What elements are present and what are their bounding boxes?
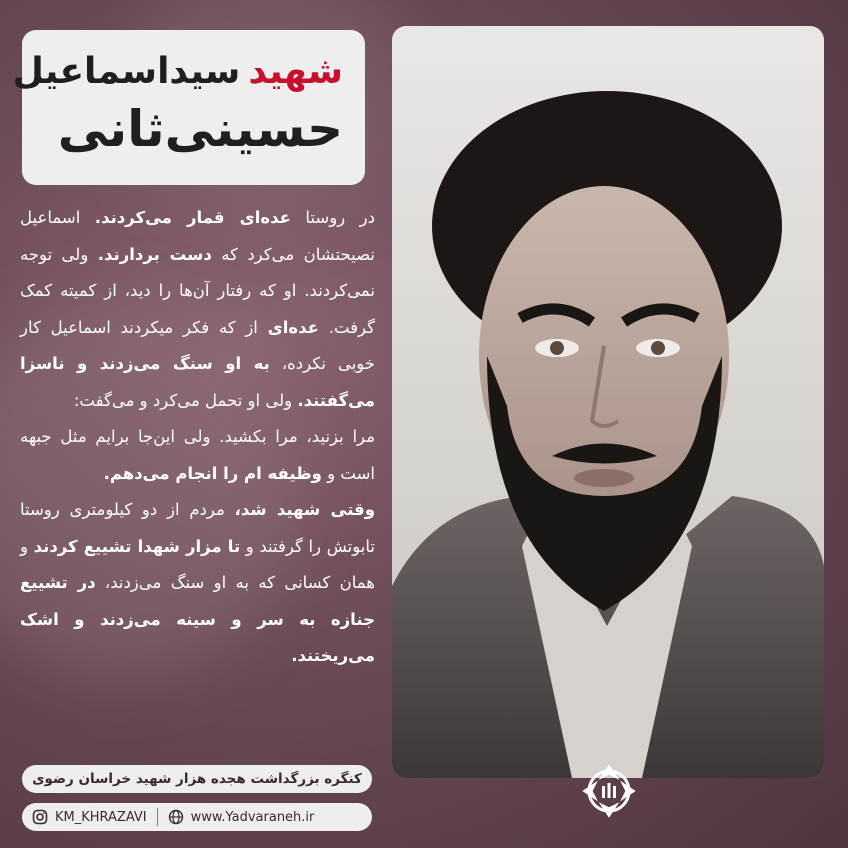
story-segment: از که فکر میکردند اسماعیل کار خوبی نکرده، xyxy=(20,317,376,373)
martyr-word: شهید xyxy=(248,51,343,92)
story-highlight: در تشییع جنازه به سر و سینه می‌زدند و اشک می‌ریختند. xyxy=(20,573,375,665)
story-highlight: وظیفه ام را انجام می‌دهم. xyxy=(103,463,322,483)
story-paragraph xyxy=(20,419,375,492)
congress-name: کنگره بزرگداشت هجده هزار شهید خراسان رضوی xyxy=(22,765,372,793)
instagram-link[interactable] xyxy=(22,809,147,825)
divider xyxy=(157,808,158,826)
story-highlight: عده‌ای قمار می‌کردند. xyxy=(94,208,291,227)
story-segment: اسماعیل نصیحتشان می‌کرد که xyxy=(20,208,375,264)
globe-icon xyxy=(168,809,184,825)
last-name: حسینی‌ثانی xyxy=(57,100,343,158)
story-segment: ولی او تحمل می‌کرد و می‌گفت: xyxy=(73,390,298,410)
story-text xyxy=(20,200,375,750)
emblem-logo xyxy=(582,762,636,820)
martyr-portrait xyxy=(392,26,824,778)
story-highlight: تا مزار شهدا تشییع کردند xyxy=(33,536,241,556)
story-segment: ولی توجه نمی‌کردند. او که رفتار آن‌ها را دید، از کمیته کمک گرفت. xyxy=(20,244,375,337)
story-segment: در روستا xyxy=(290,208,375,227)
story-segment: و همان کسانی که به او سنگ می‌زدند، xyxy=(20,536,375,592)
story-highlight: عده‌ای xyxy=(267,317,319,337)
instagram-handle: KM_KHRAZAVI xyxy=(55,809,147,825)
social-bar xyxy=(22,803,372,831)
story-segment: مرا بزنید، مرا بکشید. ولی این‌جا برایم مثل جبهه است و xyxy=(20,427,375,483)
story-segment: مردم از دو کیلومتری روستا تابوتش را گرفتند و xyxy=(20,500,375,556)
title-first-line xyxy=(12,48,343,96)
story-highlight: وقتی شهید شد، xyxy=(234,500,375,519)
story-highlight: دست بردارند. xyxy=(97,244,212,264)
website-url: www.Yadvaraneh.ir xyxy=(190,809,315,825)
story-paragraph xyxy=(20,492,375,675)
story-highlight: به او سنگ می‌زدند و ناسزا می‌گفتند. xyxy=(20,354,375,410)
first-name: سیداسماعیل xyxy=(12,51,241,92)
instagram-icon xyxy=(32,809,48,825)
website-link[interactable] xyxy=(168,809,315,825)
story-paragraph xyxy=(20,200,375,419)
title-card xyxy=(12,30,365,185)
